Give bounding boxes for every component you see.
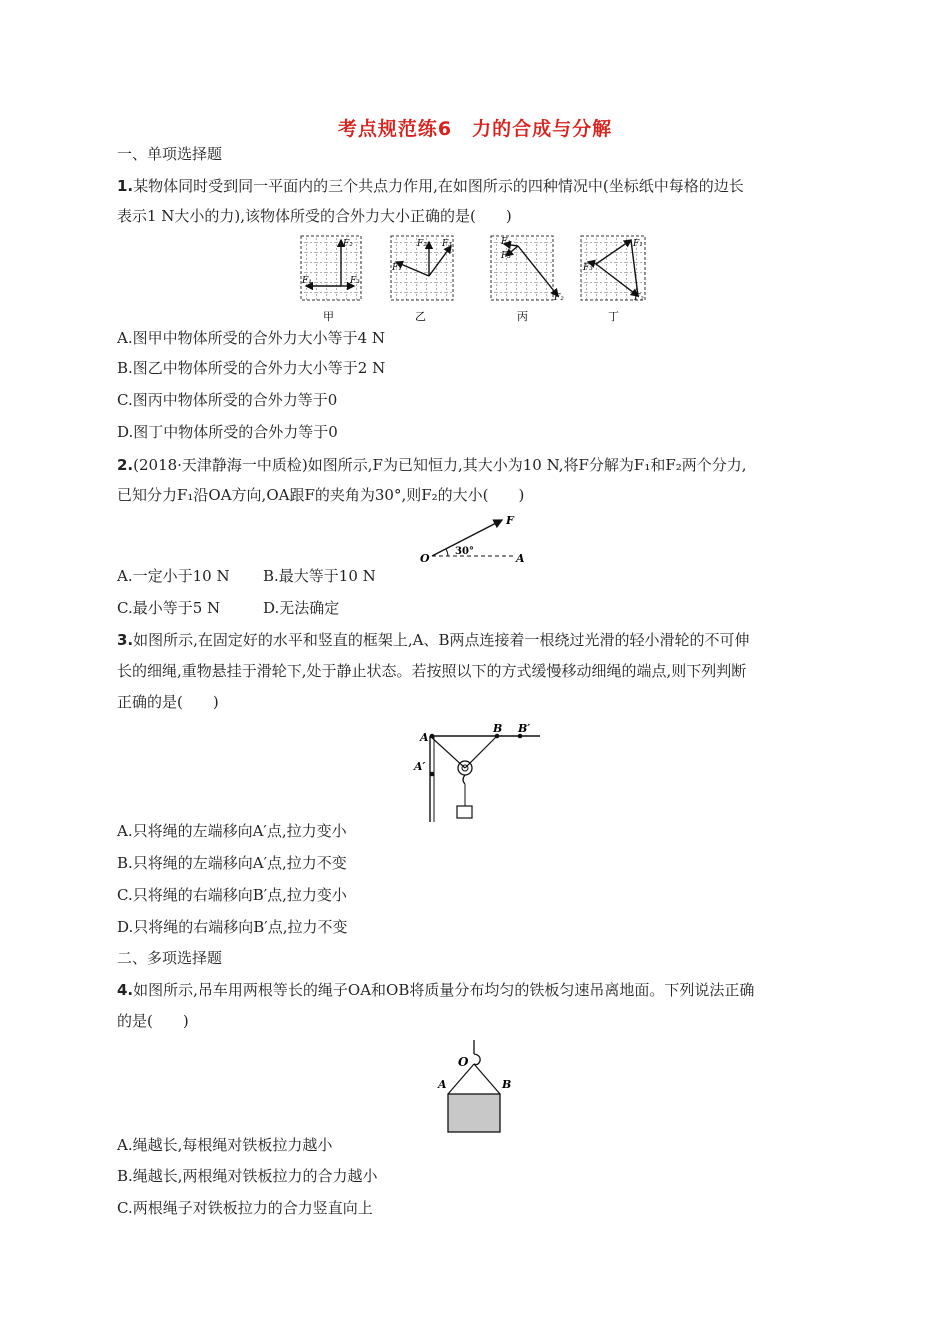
label-a: A — [438, 1078, 447, 1091]
question-1-text-1: 某物体同时受到同一平面内的三个共点力作用,在如图所示的四种情况中(坐标纸中每格的边长 — [133, 177, 744, 195]
label-a-prime: A′ — [414, 760, 426, 773]
question-2-number: 2. — [117, 456, 134, 474]
question-2-option-a: A.一定小于10 N — [117, 567, 230, 585]
question-4-option-a: A.绳越长,每根绳对铁板拉力越小 — [117, 1136, 333, 1154]
label-b: B — [493, 722, 503, 735]
label-f2: F₂ — [554, 293, 564, 303]
label-f1: F₁ — [501, 237, 511, 247]
question-4-line-1 — [117, 980, 754, 1000]
question-2-line-1 — [117, 455, 747, 475]
caption-jia: 甲 — [323, 310, 334, 323]
label-f3: F₃ — [350, 276, 360, 286]
question-1-line-1 — [117, 176, 744, 196]
caption-ding: 丁 — [608, 310, 619, 323]
panel-bing — [491, 236, 564, 303]
caption-yi: 乙 — [415, 310, 426, 323]
label-a: A — [516, 552, 525, 565]
question-2-line-2: 已知分力F₁沿OA方向,OA跟F的夹角为30°,则F₂的大小( ) — [117, 486, 525, 504]
label-b: B — [502, 1078, 512, 1091]
question-3-line-3: 正确的是( ) — [117, 693, 219, 711]
question-1-line-2: 表示1 N大小的力),该物体所受的合外力大小正确的是( ) — [117, 207, 512, 225]
question-4-number: 4. — [117, 981, 134, 999]
caption-bing: 丙 — [517, 310, 528, 323]
panel-yi — [391, 236, 453, 300]
label-f3: F₃ — [442, 239, 452, 249]
section-multiple-choice: 二、多项选择题 — [117, 949, 223, 967]
label-f: F — [506, 514, 514, 527]
question-1-number: 1. — [117, 177, 134, 195]
question-3-figure — [408, 720, 548, 824]
label-f3: F₃ — [501, 251, 511, 261]
label-o: O — [420, 552, 430, 565]
question-4-option-c: C.两根绳子对铁板拉力的合力竖直向上 — [117, 1199, 373, 1217]
panel-ding — [581, 236, 645, 303]
label-o: O — [458, 1055, 469, 1069]
question-3-line-2: 长的细绳,重物悬挂于滑轮下,处于静止状态。若按照以下的方式缓慢移动细绳的端点,则下列判断 — [117, 662, 747, 680]
panel-jia — [301, 236, 361, 300]
question-4-figure — [434, 1038, 518, 1136]
question-1-option-c: C.图丙中物体所受的合外力等于0 — [117, 391, 338, 409]
question-1-option-a: A.图甲中物体所受的合外力大小等于4 N — [117, 329, 386, 347]
question-2-option-c: C.最小等于5 N — [117, 599, 221, 617]
question-3-number: 3. — [117, 631, 134, 649]
question-4-option-b: B.绳越长,两根绳对铁板拉力的合力越小 — [117, 1167, 378, 1185]
question-4-text-1: 如图所示,吊车用两根等长的绳子OA和OB将质量分布均匀的铁板匀速吊离地面。下列说法正确 — [133, 981, 755, 999]
question-3-text-1: 如图所示,在固定好的水平和竖直的框架上,A、B两点连接着一根绕过光滑的轻小滑轮的不可伸 — [133, 631, 750, 649]
label-f1: F₁ — [392, 263, 402, 273]
question-3-option-c: C.只将绳的右端移向B′点,拉力变小 — [117, 886, 347, 904]
label-f2: F₂ — [343, 239, 353, 249]
question-3-option-d: D.只将绳的右端移向B′点,拉力不变 — [117, 918, 348, 936]
question-1-option-d: D.图丁中物体所受的合外力等于0 — [117, 423, 338, 441]
question-4-line-2: 的是( ) — [117, 1012, 189, 1030]
question-2-figure — [418, 510, 538, 568]
question-1-option-b: B.图乙中物体所受的合外力大小等于2 N — [117, 359, 386, 377]
question-3-line-1 — [117, 630, 750, 650]
label-f2: F₂ — [417, 239, 427, 249]
question-2-option-b: B.最大等于10 N — [263, 567, 376, 585]
question-3-option-b: B.只将绳的左端移向A′点,拉力不变 — [117, 854, 347, 872]
label-f1: F₁ — [633, 239, 643, 249]
page-title: 考点规范练6 力的合成与分解 — [337, 118, 613, 140]
question-3-option-a: A.只将绳的左端移向A′点,拉力变小 — [117, 822, 347, 840]
section-single-choice: 一、单项选择题 — [117, 145, 223, 163]
label-f2: F₂ — [634, 293, 644, 303]
label-f3: F₃ — [583, 263, 593, 273]
label-a: A — [420, 731, 429, 744]
label-angle: 30° — [455, 546, 474, 557]
label-b-prime: B′ — [518, 722, 531, 735]
question-2-option-d: D.无法确定 — [263, 599, 340, 617]
question-2-text-1: (2018·天津静海一中质检)如图所示,F为已知恒力,其大小为10 N,将F分解为F₁和F₂两个分力, — [133, 456, 747, 474]
label-f1: F₁ — [302, 276, 312, 286]
question-1-figure — [296, 232, 656, 324]
